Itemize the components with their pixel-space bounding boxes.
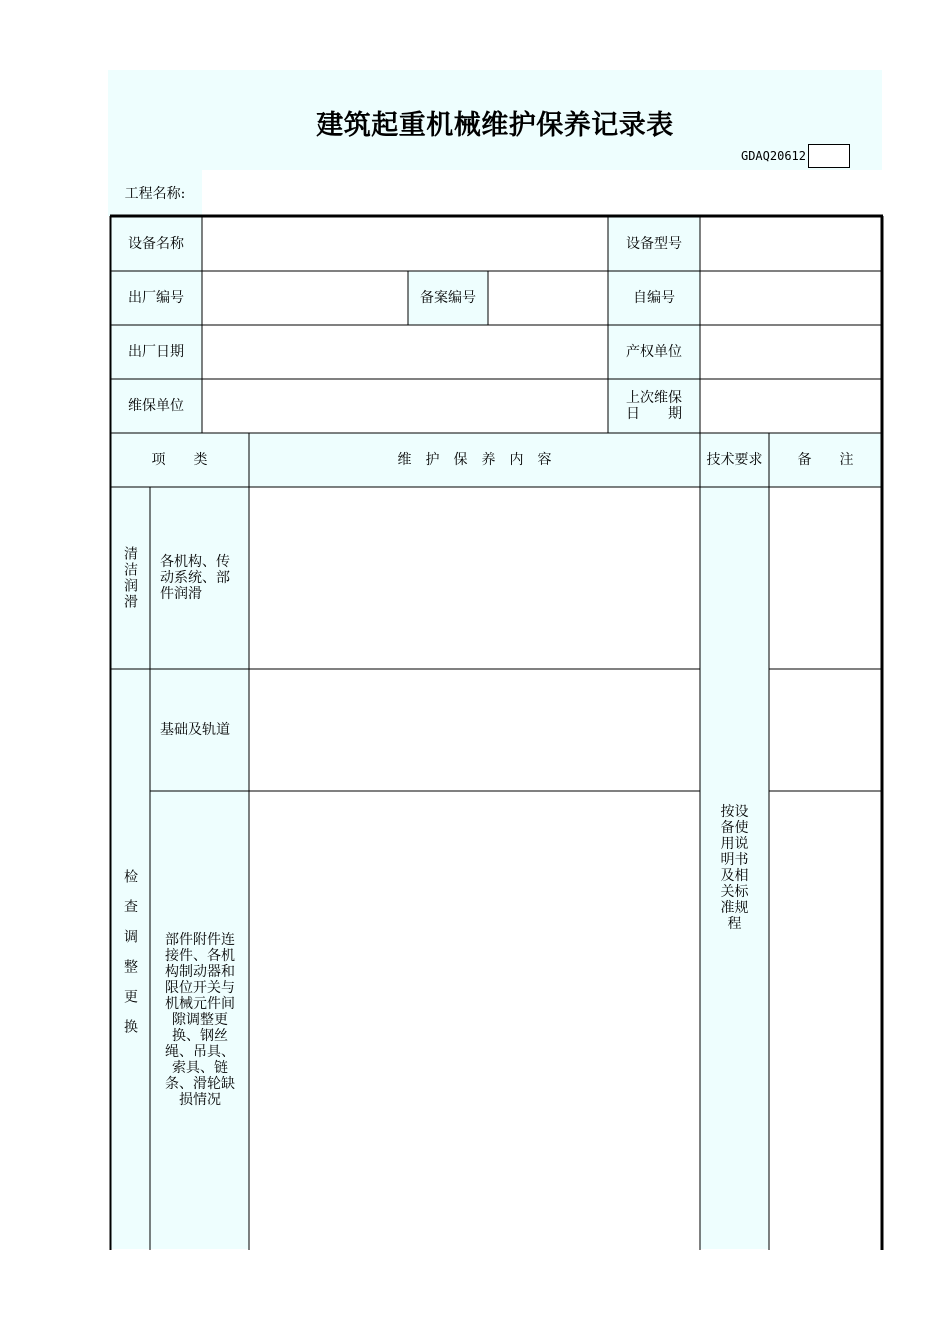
inspect-category-text: 检查调整更换 bbox=[122, 869, 138, 1049]
header-tech-req: 技术要求 bbox=[700, 433, 769, 487]
maint-unit-label: 维保单位 bbox=[110, 379, 202, 433]
form-code: GDAQ20612 bbox=[740, 149, 806, 163]
last-maint-date-line1: 上次维保 bbox=[626, 390, 682, 406]
header-remark: 备 注 bbox=[769, 433, 882, 487]
clean-category-text: 清洁润滑 bbox=[122, 546, 138, 610]
last-maint-date-line2: 日 期 bbox=[626, 406, 682, 422]
foundation-item: 基础及轨道 bbox=[150, 669, 249, 791]
header-content: 维 护 保 养 内 容 bbox=[249, 433, 700, 487]
record-no-label: 备案编号 bbox=[408, 271, 488, 325]
self-no-label: 自编号 bbox=[608, 271, 700, 325]
factory-no-label: 出厂编号 bbox=[110, 271, 202, 325]
project-name-label: 工程名称: bbox=[108, 170, 202, 216]
equip-name-label: 设备名称 bbox=[110, 216, 202, 271]
page-title: 建筑起重机械维护保养记录表 bbox=[316, 110, 674, 141]
clean-item: 各机构、传动系统、部件润滑 bbox=[150, 487, 249, 669]
owner-unit-label: 产权单位 bbox=[608, 325, 700, 379]
factory-date-label: 出厂日期 bbox=[110, 325, 202, 379]
parts-item: 部件附件连接件、各机构制动器和限位开关与机械元件间隙调整更换、钢丝绳、吊具、索具、链条、滑轮缺损情况 bbox=[150, 791, 249, 1249]
equip-model-label: 设备型号 bbox=[608, 216, 700, 271]
tech-req-text: 按设备使用说明书及相关标准规程 bbox=[700, 487, 769, 1249]
header-category: 项 类 bbox=[110, 433, 249, 487]
